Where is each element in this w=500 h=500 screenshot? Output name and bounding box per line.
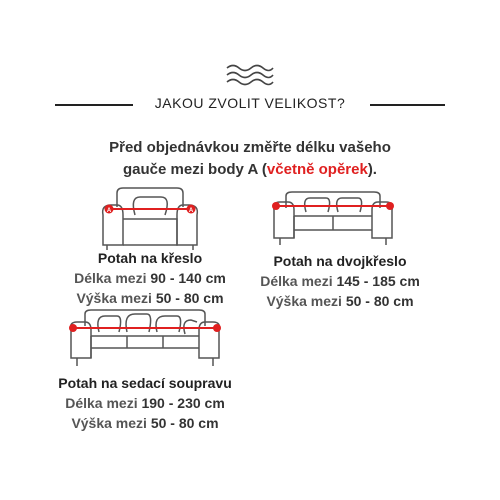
instructions-line-1: Před objednávkou změřte délku vašeho: [109, 139, 391, 156]
point-a-label: A: [188, 208, 194, 214]
size-height: Výška mezi 50 - 80 cm: [266, 293, 414, 309]
armchair-illustration: [95, 185, 205, 253]
size-length: Délka mezi 190 - 230 cm: [65, 395, 225, 411]
instructions-highlight: včetně opěrek: [266, 161, 368, 178]
size-card-armchair: [45, 248, 255, 308]
size-card-sofa: [30, 373, 260, 433]
size-length: Délka mezi 90 - 140 cm: [74, 270, 226, 286]
size-title: Potah na křeslo: [97, 250, 203, 266]
header-divider-right: [370, 104, 445, 106]
waves-icon: [225, 60, 275, 90]
point-a-marker: [69, 324, 77, 332]
size-height: Výška mezi 50 - 80 cm: [71, 415, 219, 431]
sofa-illustration: [65, 308, 225, 370]
size-card-loveseat: [235, 251, 445, 311]
instructions: [0, 137, 500, 181]
size-title: Potah na dvojkřeslo: [273, 253, 407, 269]
loveseat-illustration: [268, 190, 398, 252]
size-height: Výška mezi 50 - 80 cm: [76, 290, 224, 306]
point-a-marker: [213, 324, 221, 332]
page-title: JAKOU ZVOLIT VELIKOST?: [154, 95, 346, 111]
size-title: Potah na sedací soupravu: [58, 375, 232, 391]
point-a-marker: [272, 202, 280, 210]
size-length: Délka mezi 145 - 185 cm: [260, 273, 420, 289]
point-a-marker: [386, 202, 394, 210]
point-a-label: A: [106, 208, 112, 214]
instructions-line-2: gauče mezi body A (včetně opěrek).: [123, 161, 377, 178]
